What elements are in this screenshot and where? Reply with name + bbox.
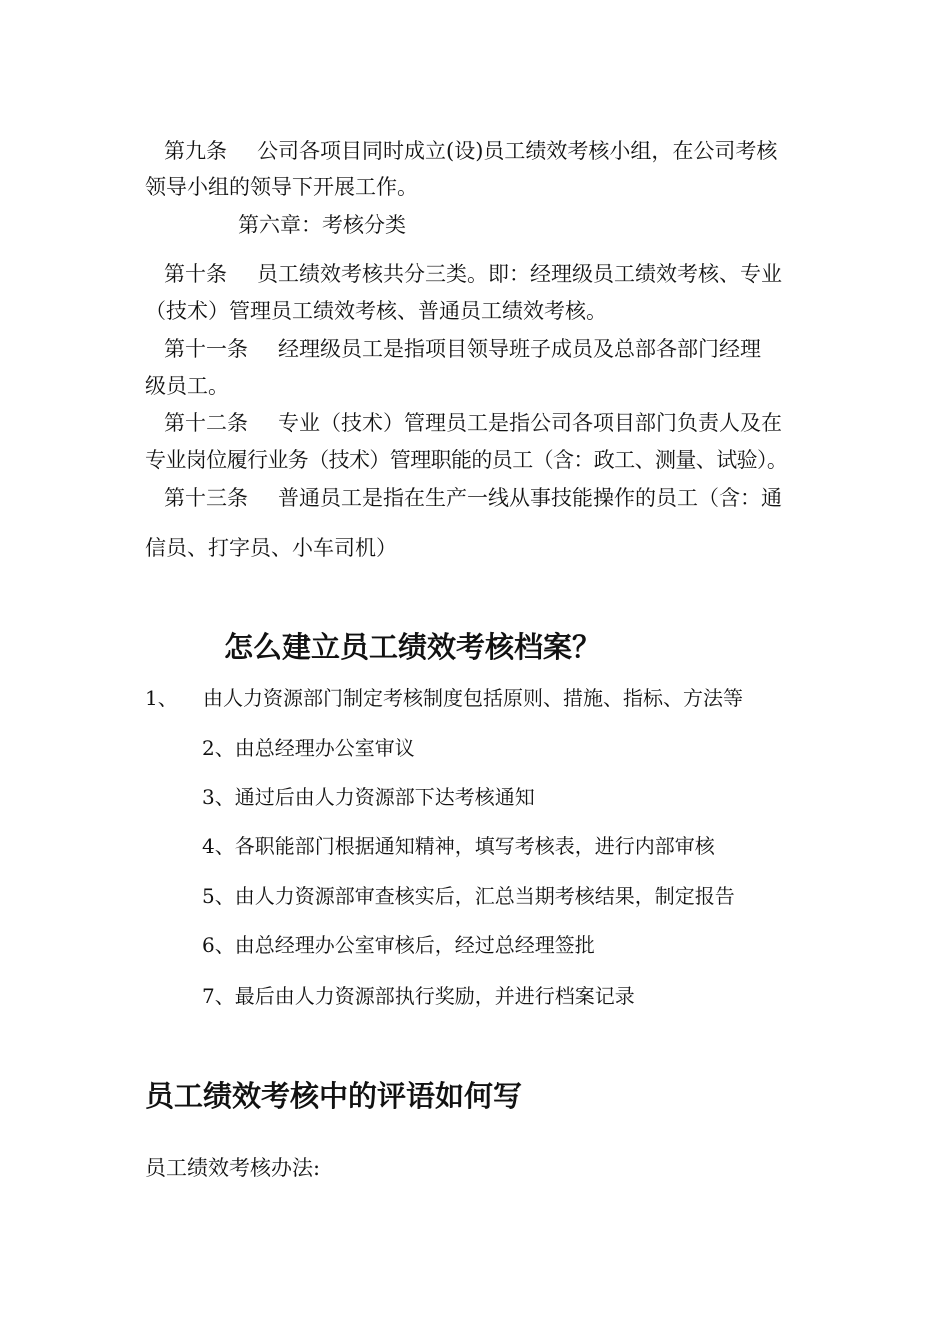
article-9-line-2: 领导小组的领导下开展工作。 — [145, 175, 418, 199]
article-12-line-2: 专业岗位履行业务（技术）管理职能的员工（含：政工、测量、试验）。 — [145, 448, 788, 472]
step-4: 4、各职能部门根据通知精神，填写考核表，进行内部审核 — [202, 834, 715, 858]
step-3: 3、通过后由人力资源部下达考核通知 — [202, 785, 535, 809]
article-11-text: 经理级员工是指项目领导班子成员及总部各部门经理 — [278, 337, 761, 361]
article-11-line-1 — [164, 335, 761, 363]
step-5: 5、由人力资源部审查核实后，汇总当期考核结果，制定报告 — [202, 884, 735, 908]
step-1-text: 由人力资源部门制定考核制度包括原则、措施、指标、方法等 — [203, 686, 743, 710]
article-13-label: 第十三条 — [164, 486, 248, 510]
step-1 — [145, 684, 743, 712]
article-9-line-1 — [164, 137, 777, 165]
article-9-text: 公司各项目同时成立(设)员工绩效考核小组，在公司考核 — [257, 139, 778, 163]
article-12-label: 第十二条 — [164, 411, 248, 435]
article-13-text: 普通员工是指在生产一线从事技能操作的员工（含：通 — [278, 486, 782, 510]
step-1-number: 1、 — [145, 686, 178, 710]
article-10-text: 员工绩效考核共分三类。即：经理级员工绩效考核、专业 — [257, 262, 782, 286]
step-7: 7、最后由人力资源部执行奖励，并进行档案记录 — [202, 984, 635, 1008]
article-11-label: 第十一条 — [164, 337, 248, 361]
article-11-line-2: 级员工。 — [145, 374, 229, 398]
article-10-line-1 — [164, 260, 782, 288]
section-1-title: 怎么建立员工绩效考核档案？ — [224, 630, 602, 664]
section-2-title: 员工绩效考核中的评语如何写 — [145, 1079, 523, 1113]
section-2-subtitle: 员工绩效考核办法: — [145, 1156, 321, 1180]
article-13-line-1 — [164, 484, 782, 512]
step-2: 2、由总经理办公室审议 — [202, 736, 415, 760]
chapter-6-heading: 第六章：考核分类 — [238, 213, 406, 237]
article-13-line-2: 信员、打字员、小车司机） — [145, 536, 397, 560]
article-9-label: 第九条 — [164, 139, 227, 163]
article-10-line-2: （技术）管理员工绩效考核、普通员工绩效考核。 — [145, 299, 607, 323]
step-6: 6、由总经理办公室审核后，经过总经理签批 — [202, 933, 595, 957]
article-10-label: 第十条 — [164, 262, 227, 286]
article-12-line-1 — [164, 409, 782, 437]
article-12-text: 专业（技术）管理员工是指公司各项目部门负责人及在 — [278, 411, 782, 435]
